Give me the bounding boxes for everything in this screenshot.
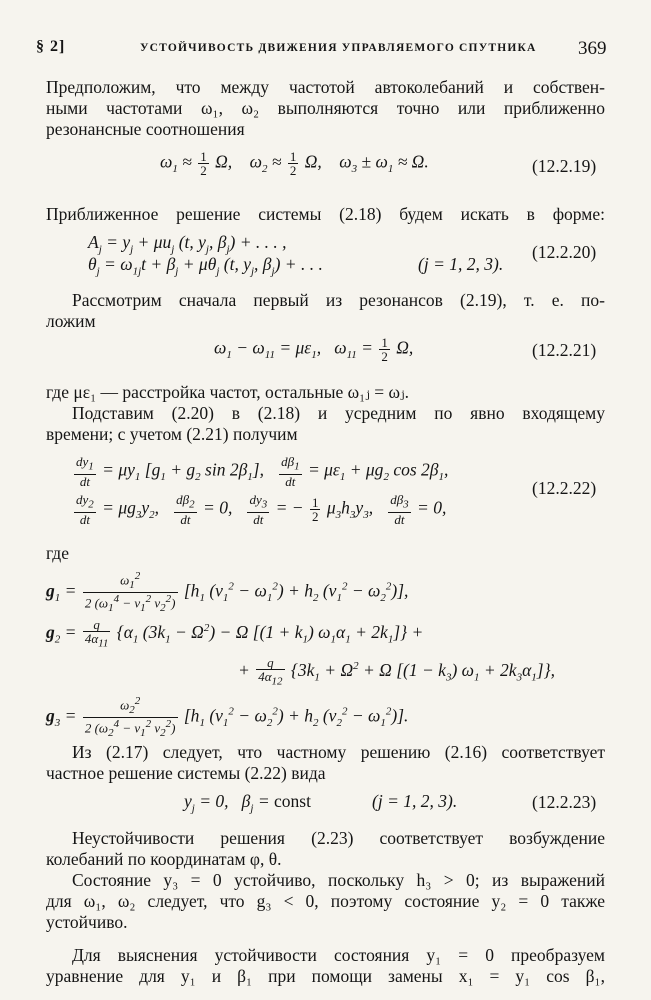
equation-12-2-20-line-1: $A_j = y_j + \mu u_j$ (t, $y_j$, $\beta_j$) + . . . , bbox=[88, 232, 287, 256]
text-line: времени; с учетом (2.21) получим bbox=[46, 424, 298, 444]
equation-number: (12.2.22) bbox=[532, 478, 597, 498]
page-number: 369 bbox=[578, 38, 607, 59]
text-line: колебаний по координатам φ, θ. bbox=[46, 849, 282, 869]
equation-condition: (j = 1, 2, 3). bbox=[372, 791, 458, 811]
equation-12-2-23: $y_j = 0$, $\beta_j$ = const bbox=[184, 791, 311, 815]
text-line: ложим bbox=[46, 311, 96, 331]
text-line: Подставим (2.20) в (2.18) и усредним по явно входящему bbox=[72, 403, 605, 423]
text-line: Для выяснения устойчивости состояния y₁ = 0 преобразуем bbox=[72, 945, 605, 965]
equation-12-2-21: $\omega_1 - \omega_{11} = \mu\varepsilon_1$, $\omega_{11}$ = $\frac{1}{2}$ Ω, bbox=[214, 335, 414, 364]
text-line: частное решение системы (2.22) вида bbox=[46, 763, 326, 783]
running-title: УСТОЙЧИВОСТЬ ДВИЖЕНИЯ УПРАВЛЯЕМОГО СПУТНИКА bbox=[140, 42, 537, 54]
equation-g2-line-1: $g_2$ = $\frac{q}{4\alpha_{11}}$ {$\alpha_1$ $(3k_1 - \Omega^2) - \Omega$ [$(1 + k_1)$ $\omega_1\alpha_1 + 2k_1$]} + bbox=[46, 616, 424, 650]
equation-number: (12.2.21) bbox=[532, 340, 597, 360]
text-line: Приближенное решение системы (2.18) будем искать в форме: bbox=[46, 204, 605, 224]
text-line: для ω₁, ω₂ следует, что g₃ < 0, поэтому состояние y₂ = 0 также bbox=[46, 891, 605, 911]
equation-12-2-22-line-2: $\frac{dy_2}{dt}$ = $\mu g_3y_2$, $\frac{d\beta_2}{dt}$ = 0, $\frac{dy_3}{dt}$ = − $\frac{1}{2}$ $\mu_3h_3y_3$, $\frac{d\beta_3}{dt}$ = 0, bbox=[76, 492, 447, 527]
equation-number: (12.2.23) bbox=[532, 792, 597, 812]
text-line: Состояние y₃ = 0 устойчиво, поскольку h₃ > 0; из выражений bbox=[72, 870, 605, 890]
text-line: уравнение для y₁ и β₁ при помощи замены x₁ = y₁ cos β₁, bbox=[46, 966, 605, 986]
equation-g2-line-2: + $\frac{q}{4\alpha_{12}}$ {$3k_1 + \Omega^2 + \Omega$ [$(1 - k_3)$ $\omega_1 + 2k_3\alpha_1$]}, bbox=[238, 654, 555, 688]
equation-g3: $g_3$ = $\frac{\omega_2^2}{2 (\omega_2^4 - \nu_1^2 \nu_2^2)}$ [$h_1$ $(\nu_1^2 - \omega_2^2) + h_2$ $(\nu_2^2 - \omega_1^2)$]. bbox=[46, 695, 409, 739]
text-line: где με₁ — расстройка частот, остальные ω₁ⱼ = ωⱼ. bbox=[46, 382, 410, 402]
equation-number: (12.2.20) bbox=[532, 242, 597, 262]
section-number: § 2] bbox=[36, 38, 66, 55]
equation-g1: $g_1$ = $\frac{\omega_1^2}{2 (\omega_1^4 - \nu_1^2 \nu_2^2)}$ [$h_1$ $(\nu_1^2 - \omega_1^2) + h_2$ $(\nu_1^2 - \omega_2^2)$], bbox=[46, 570, 409, 614]
text-line: резонансные соотношения bbox=[46, 119, 245, 139]
equation-12-2-22-line-1: $\frac{dy_1}{dt}$ = $\mu y_1$ [$g_1 + g_2$ $\sin 2\beta_1$], $\frac{d\beta_1}{dt}$ = $\mu\varepsilon_1 + \mu g_2$ $\cos 2\beta_1$, bbox=[76, 454, 449, 489]
text-line: устойчиво. bbox=[46, 912, 128, 932]
text-line: Рассмотрим сначала первый из резонансов (2.19), т. е. по- bbox=[72, 290, 605, 310]
equation-condition: (j = 1, 2, 3). bbox=[418, 254, 504, 274]
running-header bbox=[0, 38, 651, 60]
text-line: ными частотами ω₁, ω₂ выполняются точно или приближенно bbox=[46, 98, 605, 118]
equation-12-2-19: $\omega_1$ ≈ $\frac{1}{2}$ Ω, $\omega_2$ ≈ $\frac{1}{2}$ Ω, $\omega_3 \pm \omega_1 \approx \Omega$. bbox=[160, 149, 429, 178]
text-line: Предположим, что между частотой автоколебаний и собствен- bbox=[46, 77, 605, 97]
text-line: где bbox=[46, 543, 69, 563]
equation-12-2-20-line-2: $\theta_j = \omega_{1j}t + \beta_j + \mu\theta_j$ (t, $y_j$, $\beta_j$) + . . . bbox=[88, 254, 323, 278]
equation-number: (12.2.19) bbox=[532, 156, 597, 176]
text-line: Из (2.17) следует, что частному решению (2.16) соответствует bbox=[72, 742, 605, 762]
text-line: Неустойчивости решения (2.23) соответствует возбуждение bbox=[72, 828, 605, 848]
